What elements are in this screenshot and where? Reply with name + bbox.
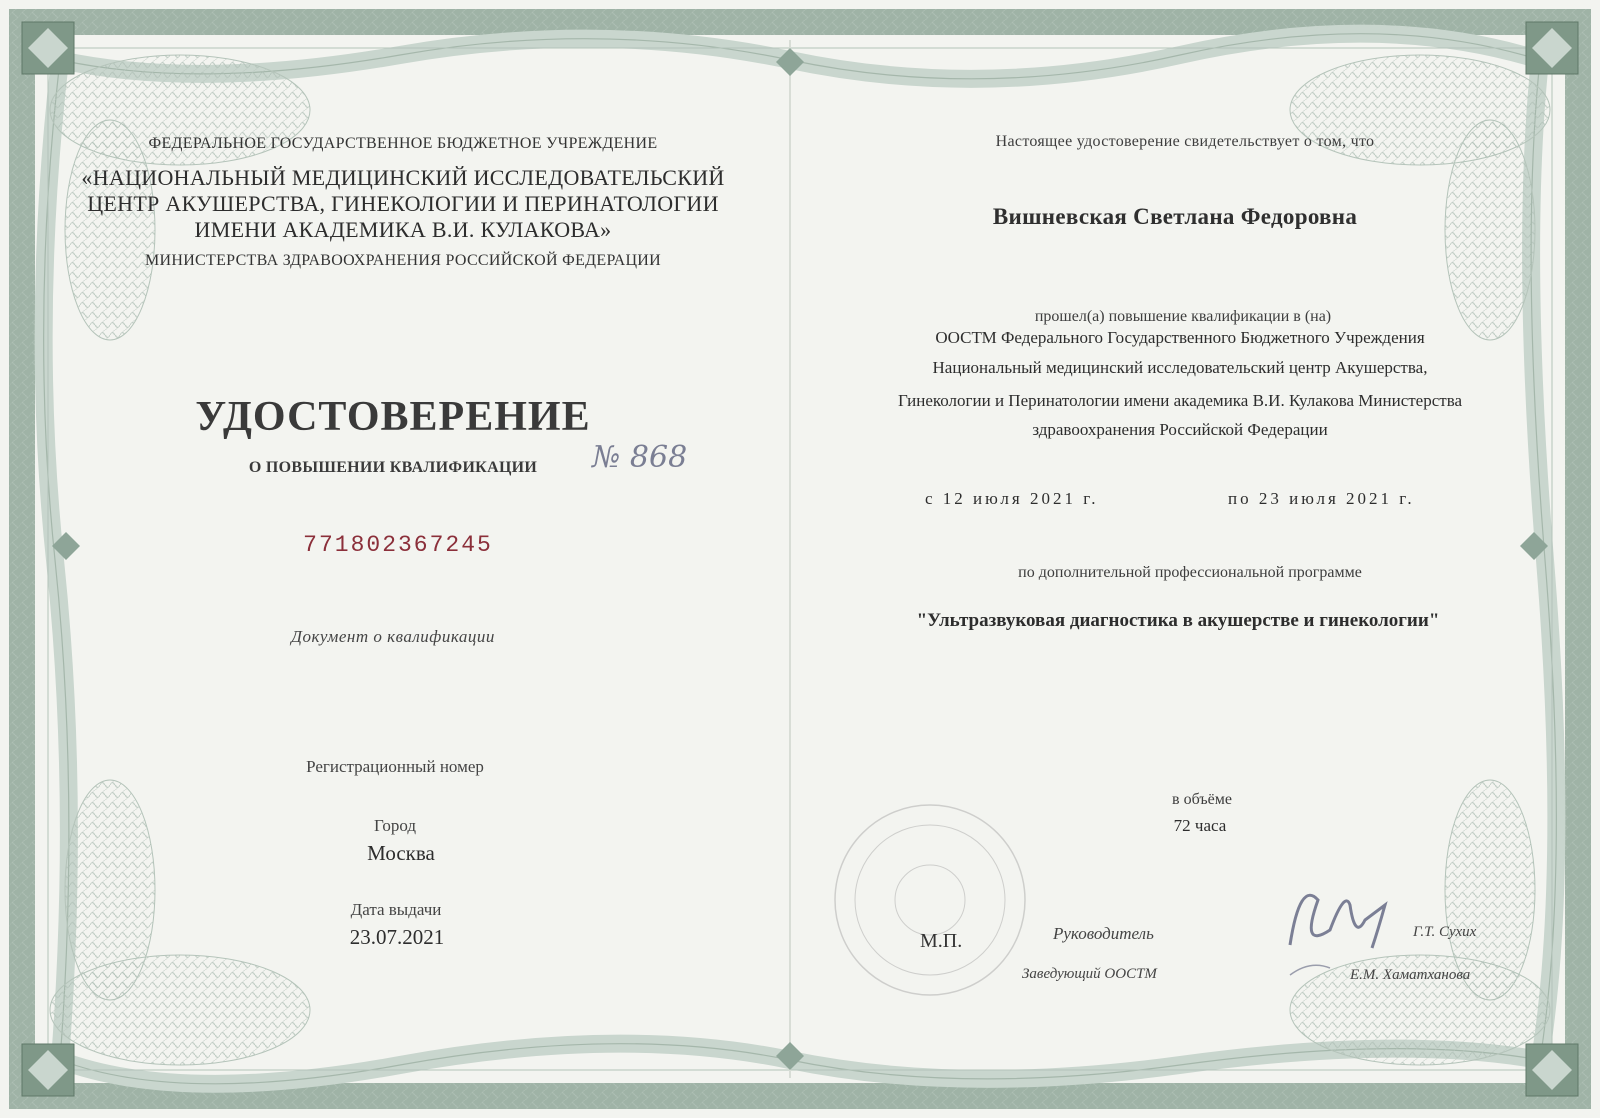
seal-stamp <box>835 805 1025 995</box>
reg-number-label: Регистрационный номер <box>306 757 484 776</box>
dept-name: Е.М. Хаматханова <box>1350 967 1471 983</box>
document-subtitle: О ПОВЫШЕНИИ КВАЛИФИКАЦИИ <box>248 459 538 476</box>
intro-text: Настоящее удостоверение свидетельствует о том, что <box>995 133 1375 150</box>
right-org-line1: ООСТМ Федерального Государственного Бюджетного Учреждения <box>935 328 1425 347</box>
signature <box>1290 895 1385 948</box>
org-name-line1: «НАЦИОНАЛЬНЫЙ МЕДИЦИНСКИЙ ИССЛЕДОВАТЕЛЬСКИЙ <box>81 165 725 190</box>
head-name: Г.Т. Сухих <box>1413 924 1477 940</box>
date-to: по 23 июля 2021 г. <box>1228 489 1415 508</box>
right-org-line3: Гинекологии и Перинатологии имени академика В.И. Кулакова Министерства <box>897 391 1463 410</box>
city-label: Город <box>374 816 416 835</box>
document-title: УДОСТОВЕРЕНИЕ <box>195 394 591 440</box>
volume-value: 72 часа <box>1173 816 1227 835</box>
passed-text: прошел(а) повышение квалификации в (на) <box>1034 308 1332 325</box>
right-org-line4: здравоохранения Российской Федерации <box>1032 420 1328 439</box>
issue-date-value: 23.07.2021 <box>349 925 445 949</box>
org-name-line3: ИМЕНИ АКАДЕМИКА В.И. КУЛАКОВА» <box>194 217 612 242</box>
serial-number: 771802367245 <box>303 532 493 558</box>
head-role: Руководитель <box>1053 924 1154 943</box>
org-name-line2: ЦЕНТР АКУШЕРСТВА, ГИНЕКОЛОГИИ И ПЕРИНАТОЛОГИИ <box>87 191 719 216</box>
handwritten-number: № 868 <box>592 440 688 475</box>
holder-name: Вишневская Светлана Федоровна <box>992 204 1358 229</box>
org-type: ФЕДЕРАЛЬНОЕ ГОСУДАРСТВЕННОЕ БЮДЖЕТНОЕ УЧРЕЖДЕНИЕ <box>148 135 658 152</box>
dept-role: Заведующий ООСТМ <box>1022 966 1157 982</box>
issue-date-label: Дата выдачи <box>350 900 442 919</box>
city-value: Москва <box>367 841 435 865</box>
date-from: с 12 июля 2021 г. <box>925 489 1099 508</box>
program-label: по дополнительной профессиональной программе <box>1018 564 1362 581</box>
right-org-line2: Национальный медицинский исследовательский центр Акушерства, <box>932 358 1428 377</box>
qualification-doc-label: Документ о квалификации <box>291 627 495 646</box>
ministry: МИНИСТЕРСТВА ЗДРАВООХРАНЕНИЯ РОССИЙСКОЙ ФЕДЕРАЦИИ <box>144 252 662 269</box>
program-name: "Ультразвуковая диагностика в акушерстве и гинекологии" <box>916 610 1440 631</box>
stamp-label: М.П. <box>920 930 963 952</box>
volume-label: в объёме <box>1172 791 1232 808</box>
